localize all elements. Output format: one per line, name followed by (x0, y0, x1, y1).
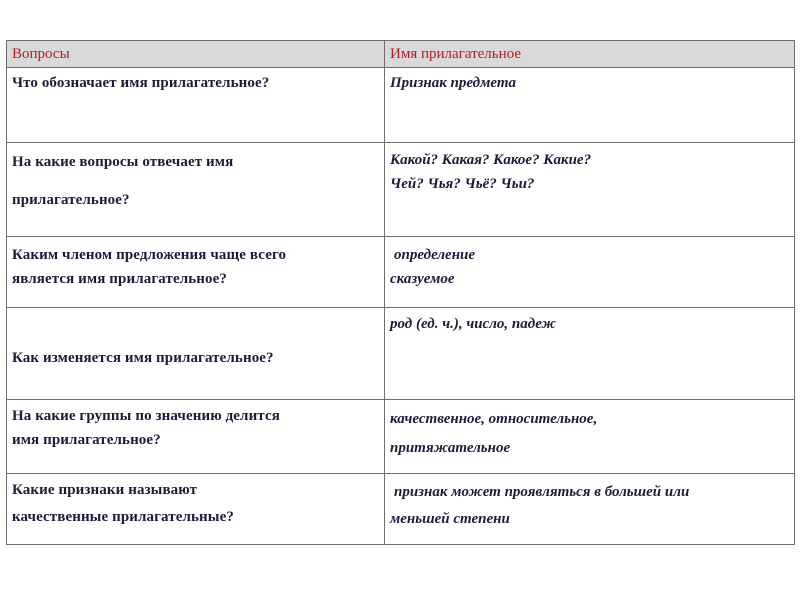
table-row (7, 143, 795, 237)
question-line: Что обозначает имя прилагательное? (12, 75, 270, 91)
question-line: Какие признаки называют (12, 482, 198, 498)
table-header-row (7, 41, 795, 68)
answer-line: Чей? Чья? Чьё? Чьи? (390, 176, 535, 192)
question-cell (7, 68, 385, 143)
question-cell (7, 474, 385, 545)
question-line: Как изменяется имя прилагательное? (12, 350, 274, 366)
question-cell (7, 143, 385, 237)
table-row (7, 308, 795, 400)
answer-line: меньшей степени (390, 511, 510, 527)
question-line: имя прилагательное? (12, 432, 161, 448)
table-row (7, 237, 795, 308)
table-row (7, 400, 795, 474)
question-line: прилагательное? (12, 192, 130, 208)
answer-line: род (ед. ч.), число, падеж (390, 316, 556, 332)
table-row (7, 474, 795, 545)
question-line: качественные прилагательные? (12, 509, 234, 525)
table-row (7, 68, 795, 143)
answer-cell (385, 308, 795, 400)
adjective-table (6, 40, 795, 545)
answer-line: притяжательное (390, 440, 511, 456)
header-questions: Вопросы (7, 41, 385, 68)
question-line: На какие группы по значению делится (12, 408, 280, 424)
answer-cell (385, 68, 795, 143)
answer-line: сказуемое (390, 271, 455, 287)
answer-line: Признак предмета (390, 75, 517, 91)
answer-cell (385, 237, 795, 308)
answer-cell (385, 143, 795, 237)
answer-cell (385, 474, 795, 545)
answer-line: качественное, относительное, (390, 411, 598, 427)
answer-line: признак может проявляться в большей или (394, 484, 690, 500)
question-cell (7, 308, 385, 400)
question-line: Каким членом предложения чаще всего (12, 247, 287, 263)
question-cell (7, 237, 385, 308)
question-line: является имя прилагательное? (12, 271, 227, 287)
question-line: На какие вопросы отвечает имя (12, 154, 234, 170)
answer-line: определение (394, 247, 476, 263)
answer-cell (385, 400, 795, 474)
answer-line: Какой? Какая? Какое? Какие? (390, 152, 592, 168)
question-cell (7, 400, 385, 474)
header-adjective: Имя прилагательное (385, 41, 795, 68)
